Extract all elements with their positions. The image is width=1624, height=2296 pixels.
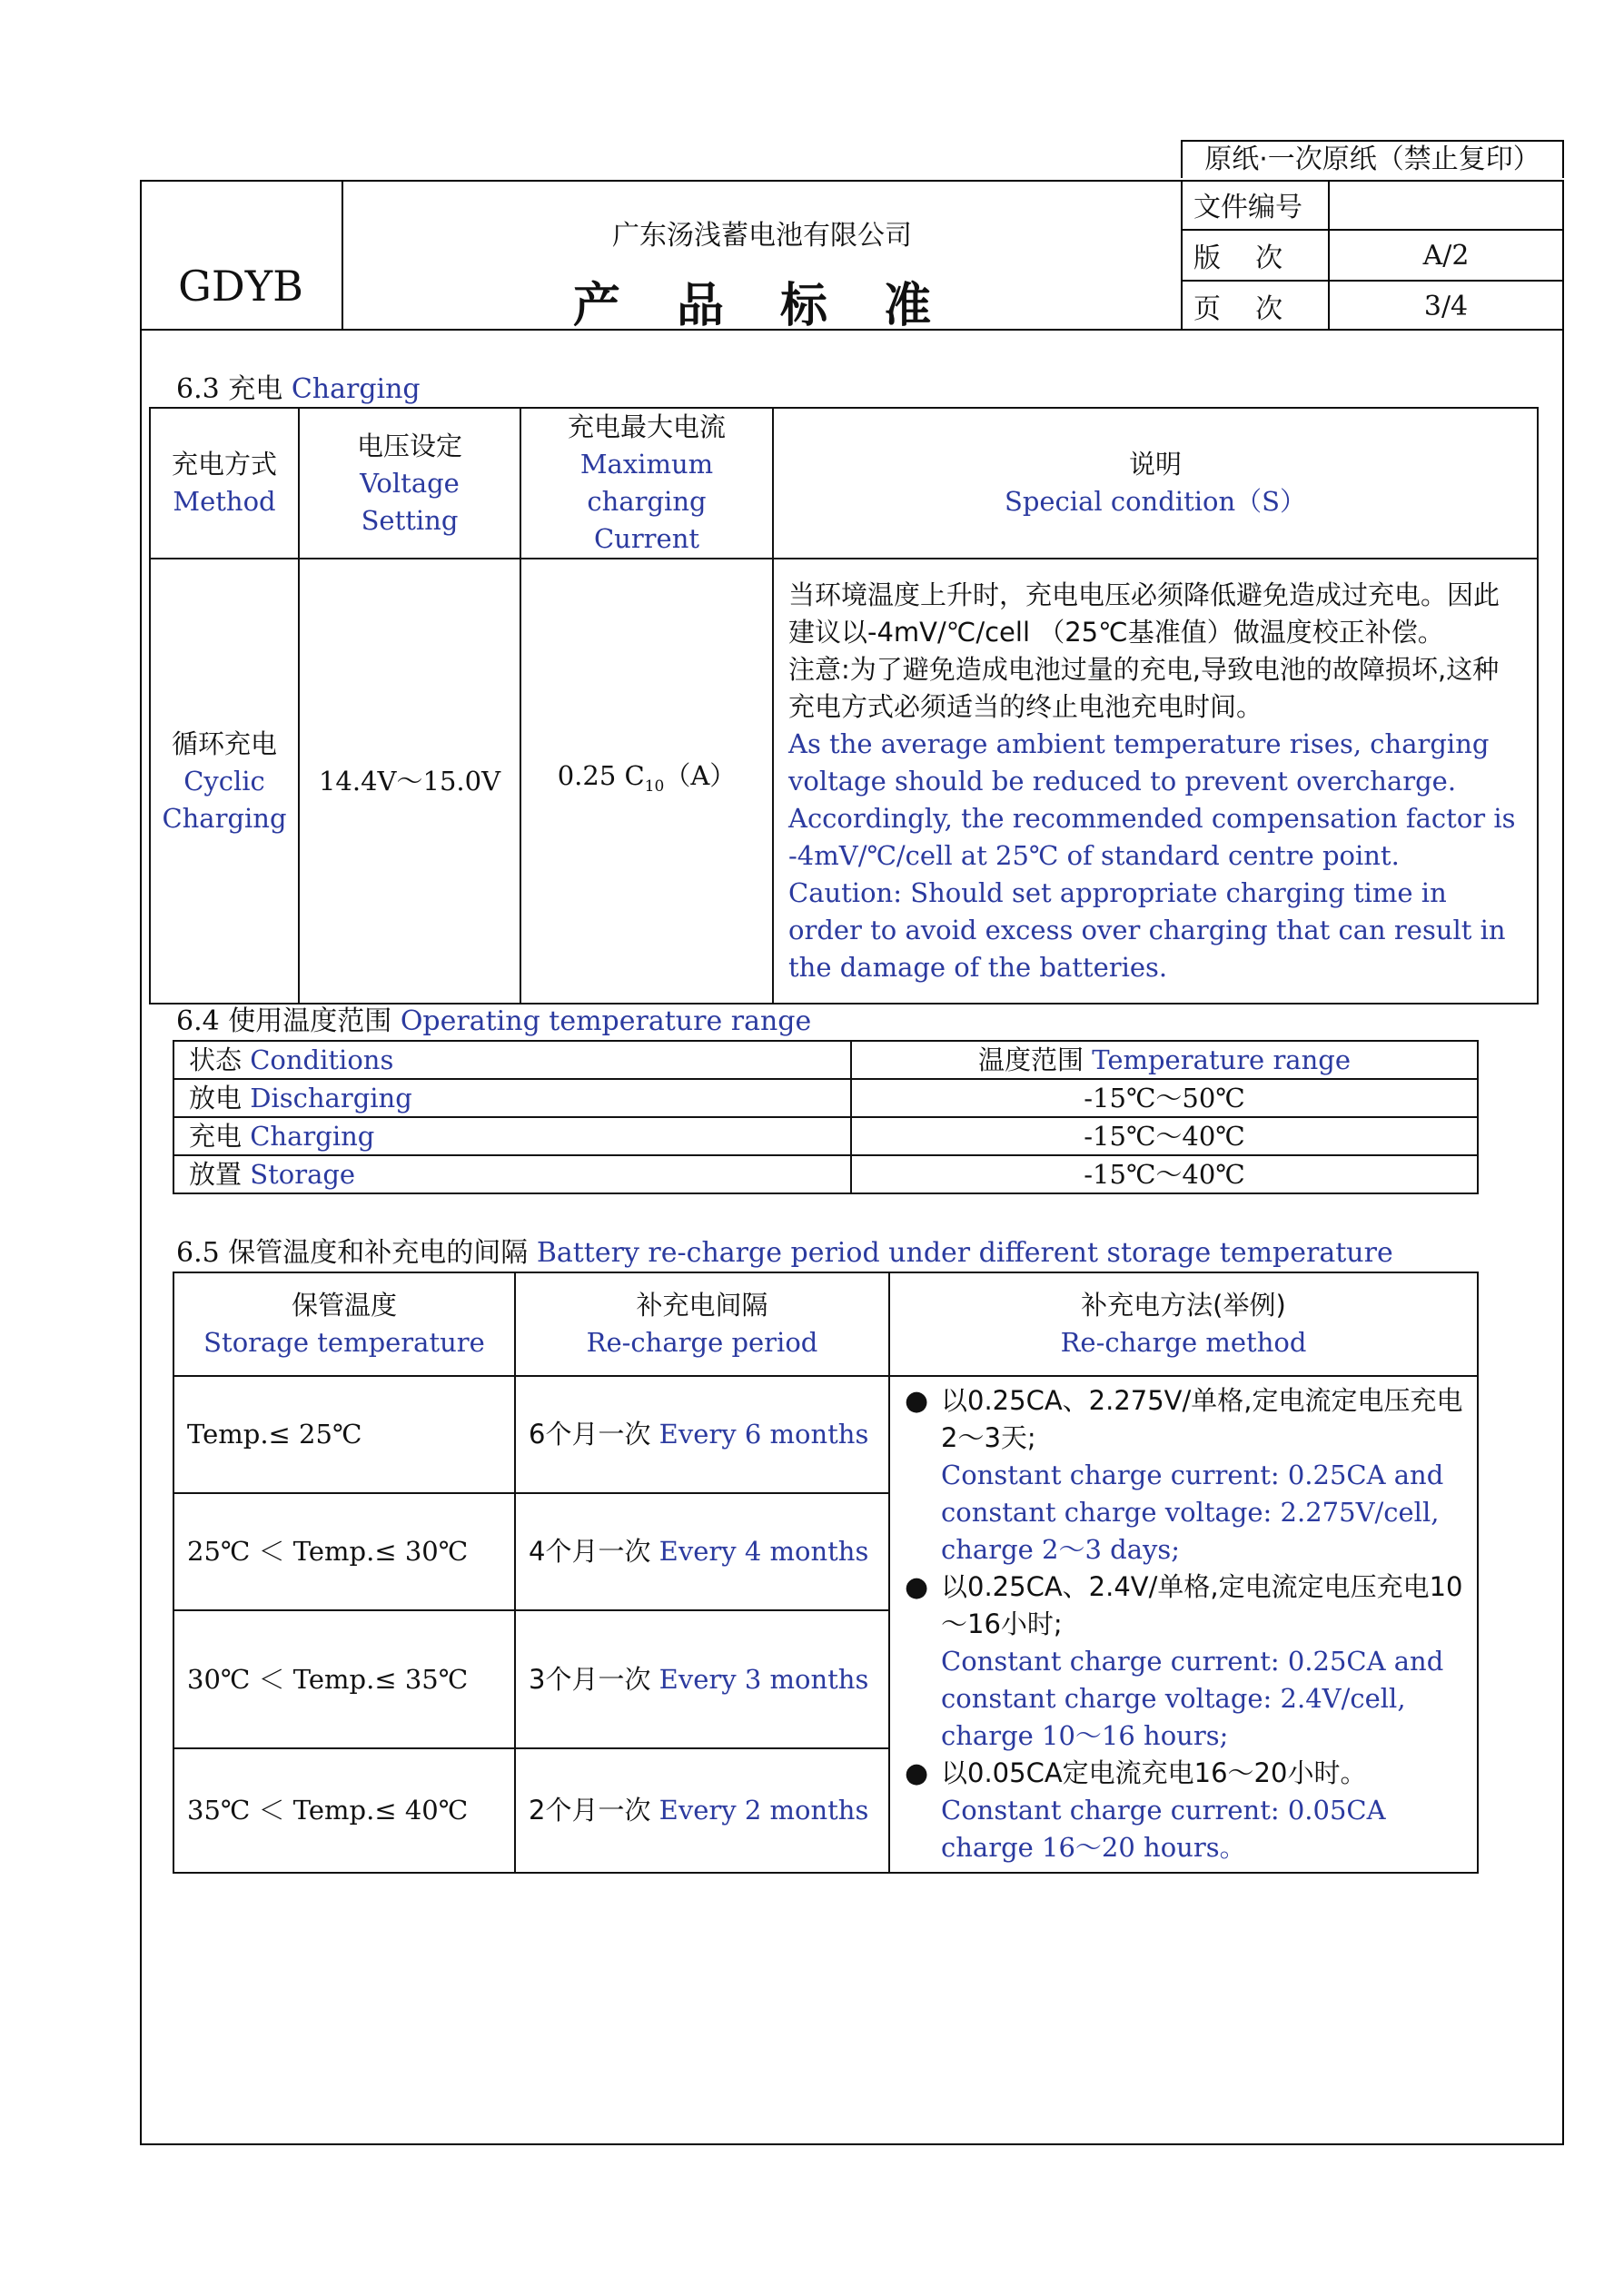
cell-method [150,559,299,1004]
header-cn: 保管温度 [291,1290,397,1321]
section-number: 6.4 [176,1005,220,1037]
header-cn: 补充电方法(举例) [1081,1290,1286,1321]
method-cell [889,1376,1478,1873]
cell-voltage: 14.4V～15.0V [299,559,520,1004]
note-en: Caution: Should set appropriate charging time in order to avoid excess over charging that can result in the damage of the batteries. [788,876,1506,983]
info-value [1329,180,1562,230]
header-en: Re-charge period [586,1327,818,1358]
method-cn: 以0.25CA、2.275V/单格,定电流定电压充电2～3天; [941,1385,1463,1453]
condition-cell [173,1079,851,1117]
header-center [343,180,1183,333]
method-item [905,1755,1468,1866]
current-subscript: 10 [644,777,665,796]
header-en: Storage temperature [203,1327,485,1358]
bullet-icon: ● [905,1757,929,1789]
cell-condition [773,559,1538,1004]
period-cell [515,1493,889,1610]
header-cn: 充电最大电流 [567,411,726,442]
period-cn: 4个月一次 [529,1536,651,1568]
method-en: Charging [162,802,287,834]
section-title-cn: 充电 [228,373,283,405]
header-en: Voltage [360,467,460,499]
header-cn: 补充电间隔 [636,1290,768,1321]
table-row [173,1079,1478,1117]
period-en: Every 3 months [659,1663,869,1695]
section-title-cn: 使用温度范围 [228,1005,392,1037]
condition-cn: 放置 [189,1159,243,1190]
header-cn: 说明 [1128,449,1182,480]
section-title-cn: 保管温度和补充电的间隔 [228,1237,529,1269]
original-copy-stamp: 原纸·一次原纸（禁止复印） [1181,140,1564,178]
table-header-row [150,408,1538,559]
method-en: Constant charge current: 0.25CA and constant charge voltage: 2.4V/cell, charge 10～16 hours; [941,1646,1444,1751]
section-number: 6.3 [176,373,220,405]
header-recharge-method [889,1272,1478,1376]
section-6-4-heading [176,1006,811,1037]
period-cell [515,1376,889,1493]
method-en: Constant charge current: 0.25CA and constant charge voltage: 2.275V/cell, charge 2～3 days; [941,1460,1444,1565]
condition-cn: 充电 [189,1121,243,1152]
condition-en: Discharging [250,1083,412,1113]
header-conditions [173,1041,851,1079]
header-cn: 状态 [189,1044,243,1075]
period-cn: 2个月一次 [529,1794,651,1826]
condition-en: Charging [250,1121,375,1152]
header-condition [773,408,1538,559]
header-en: Maximum charging [579,449,714,517]
current-value: 0.25 C [557,759,645,791]
condition-cn: 放电 [189,1083,243,1113]
section-number: 6.5 [176,1237,220,1269]
current-unit: （A） [664,759,737,791]
document-title: 产 品 标 准 [572,279,952,333]
bullet-icon: ● [905,1385,929,1417]
note-cn: 当环境温度上升时，充电电压必须降低避免造成过充电。因此建议以-4mV/℃/cell （25℃基准值）做温度校正补偿。 [788,579,1500,648]
temp-cell: 30℃ ＜ Temp.≤ 35℃ [173,1610,515,1747]
header-range [851,1041,1478,1079]
info-key: 版 次 [1183,230,1329,281]
range-cell: -15℃～50℃ [851,1079,1478,1117]
info-row-doc-number [1183,180,1562,230]
info-row-version [1183,230,1562,281]
condition-cell [173,1155,851,1193]
period-cn: 6个月一次 [529,1419,651,1450]
info-key: 页 次 [1183,281,1329,331]
header-en: Re-charge method [1060,1327,1307,1358]
header-en: Current [593,523,700,554]
method-cn: 以0.05CA定电流充电16～20小时。 [941,1757,1367,1788]
table-header-row [173,1041,1478,1079]
period-cn: 3个月一次 [529,1663,651,1695]
logo-text: GDYB [178,262,303,311]
info-key: 文件编号 [1183,180,1329,230]
info-value: 3/4 [1423,290,1469,322]
table-row [173,1155,1478,1193]
info-row-page [1183,281,1562,331]
bullet-icon: ● [905,1571,929,1603]
document-info [1183,180,1564,329]
document-header [140,180,1564,331]
table-row [173,1376,1478,1493]
section-title-en: Charging [291,373,421,405]
method-en: Constant charge current: 0.05CA charge 16～20 hours。 [941,1795,1386,1863]
section-6-5-heading [176,1238,1393,1269]
company-name: 广东汤浅蓄电池有限公司 [612,220,912,252]
header-storage-temperature [173,1272,515,1376]
section-6-3-heading [176,374,421,405]
company-logo [140,180,343,329]
condition-cell [173,1117,851,1155]
section-title-en: Operating temperature range [400,1005,812,1037]
method-cn: 以0.25CA、2.4V/单格,定电流定电压充电10～16小时; [941,1571,1463,1639]
header-en: Temperature range [1092,1044,1351,1075]
header-en: Conditions [250,1044,394,1075]
temp-cell: Temp.≤ 25℃ [173,1376,515,1493]
table-row [173,1117,1478,1155]
charging-table [149,407,1539,1004]
note-cn: 注意:为了避免造成电池过量的充电,导致电池的故障损坏,这种充电方式必须适当的终止电池充电时间。 [788,653,1500,722]
period-en: Every 4 months [659,1536,869,1568]
header-en: Setting [361,504,459,536]
method-item [905,1382,1468,1569]
table-row [150,559,1538,1004]
operating-temperature-table [173,1040,1479,1194]
header-method [150,408,299,559]
note-en: As the average ambient temperature rises, charging voltage should be reduced to prevent overcharge. Accordingly, the recommended compensation factor is -4mV/℃/cell at 25℃ of standard centre point. [788,727,1516,871]
header-recharge-period [515,1272,889,1376]
period-cell [515,1748,889,1873]
period-en: Every 6 months [659,1419,869,1450]
temp-cell: 35℃ ＜ Temp.≤ 40℃ [173,1748,515,1873]
cell-current [520,559,773,1004]
recharge-period-table [173,1272,1479,1874]
info-value: A/2 [1329,230,1562,281]
header-current [520,408,773,559]
temp-cell: 25℃ ＜ Temp.≤ 30℃ [173,1493,515,1610]
header-cn: 温度范围 [978,1044,1084,1075]
header-cn: 电压设定 [356,430,462,461]
header-cn: 充电方式 [171,449,277,480]
header-en: Special condition（S） [1004,486,1307,517]
range-cell: -15℃～40℃ [851,1117,1478,1155]
condition-en: Storage [250,1159,356,1190]
method-cn: 循环充电 [171,727,277,759]
header-en: Method [173,486,276,517]
method-item [905,1569,1468,1755]
period-cell [515,1610,889,1747]
section-title-en: Battery re-charge period under different storage temperature [536,1237,1393,1269]
method-en: Cyclic [183,765,265,797]
range-cell: -15℃～40℃ [851,1155,1478,1193]
table-header-row [173,1272,1478,1376]
period-en: Every 2 months [659,1794,869,1826]
header-voltage [299,408,520,559]
